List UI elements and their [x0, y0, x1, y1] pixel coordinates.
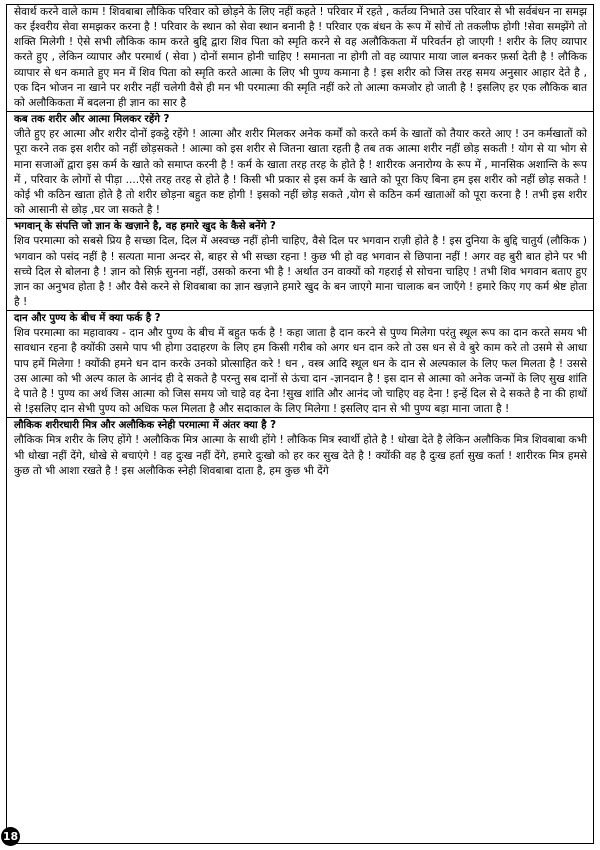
paragraph: शिव परमात्मा को सबसे प्रिय है सच्छा दिल, दिल में अस्वच्छ नहीं होनी चाहिए, वैसे दिल पर भगवान राज़ी होते है ! इस दुनिया के बुद्दि चातुर्य (लौकिक ) भगवान को पसंद नहीं है ! सत्यता माना अन्दर से, बाहर से भी सच्छा रहना ! कुछ भी हो वह भगवान से छिपाना नहीं ! अगर वह बुरी बात होने पर भी सच्चे दिल से बोलना है ! ज्ञान को सिर्फ़ सुनना नहीं, उसको करना भी है ! अर्थात उन वाक्यों को गहराई से सोचना चाहिए ! तभी शिव भगवान बताए हुए ज्ञान का अनुभव होता है ! और वैसे करने से शिवबाबा का ज्ञान खज़ाने हमारे खुद के बन जाएगे माना चालाक बन जाएँगे ! हमारे किए गए कर्म श्रेष्ट होता है ! [14, 235, 587, 308]
section-mitra [7, 417, 593, 479]
question-heading: भगवान् के संपत्ति जो ज्ञान के खज़ाने है, वह हमारे खुद के कैसे बनेंगे ? [14, 221, 276, 233]
paragraph: लौकिक मित्र शरीर के लिए होंगे ! अलौकिक मित्र आत्मा के साथी होंगे ! लौकिक मित्र स्वार्थी होते है ! धोखा देते है लेकिन अलौकिक मित्र शिवबाबा कभी भी धोखा नहीं देंगे, धोखे से बचाएंगे ! वह दुःख नहीं देंगे, हमारे दुःखो को हर कर सुख देते है ! क्योंकी वह है दुःख हर्ता सुख कर्ता ! शारीरक मित्र हमसे कुछ तो भी आशा रखते है ! इस अलौकिक स्नेही शिवबाबा दाता है, हम कुछ भी देंगे [14, 434, 587, 477]
paragraph: जीते हुए हर आत्मा और शरीर दोनों इकट्ठे रहेंगे ! आत्मा और शरीर मिलकर अनेक कर्मों को करते कर्म के खातों को तैयार करते आए ! उन कर्मखातों को पूरा करने तक इस शरीर को नहीं छोड़सकते ! आत्मा को इस शरीर से जितना खाता रहती है तब तक आत्मा शरीर नहीं छोड़ सकती ! योग से या भोग से माना सजाओं द्वारा इस कर्म के खाते को समाप्त करनी है ! कर्म के खाता तरह तरह के होते है ! शारीरक अनारोग्य के रूप में , मानसिक अशान्ति के रूप में , परिवार के लोगों से पीड़ा ....ऐसे तरह तरह से होते है ! किसी भी प्रकार से इस कर्म के खाते को पूरा किए बिना हम इस शरीर को नहीं छोड़ सकते ! कोई भी कठिन खाता होते है तो शरीर छोड़ना बहुत कष्ट होगी ! इसको नहीं छोड़ सकते ,योग से कठिन कर्म खाताओं को पूरा करना है ! तभी इस शरीर को आसानी से छोड़ ,घर जा सकते है ! [14, 128, 587, 217]
paragraph: सेवार्थ करने वाले काम ! शिवबाबा लौकिक परिवार को छोड़ने के लिए नहीं कहते ! परिवार में रहते , कर्तव्य निभाते उस परिवार से भी सर्वबंधन ना समझ कर ईश्वरीय सेवा समझकर करना है ! परिवार के स्थान को सेवा स्थान बनानी है ! परिवार एक बंधन के रूप में सोचें तो तकलीफ होगी !सेवा समझेंगे तो शक्ति मिलेगी ! ऐसे सभी लौकिक काम करते बुद्दि द्वारा शिव पिता को स्मृति करने से वह अलौकिकता में परिवर्तन हो जाएगी ! शरीर के लिए व्यापार करते हुए , लेकिन व्यापार और परमार्थ ( सेवा ) दोनों समान होनी चाहिए ! समानता ना होगी तो वह व्यापार माया जाल बनकर फ़र्सा देती है ! लौकिक व्यापार से धन कमाते हुए मन में शिव पिता को स्मृति करते आत्मा के लिए भी पुण्य कमाना है ! इस शरीर को जिस तरह समय अनुसार आहार देते है , एक दिन भोजन ना खाने पर शरीर नहीं चलेगी वैसे ही मन भी परमात्मा की स्मृति नहीं करे तो आत्मा कमजोर हो जाती है ! इसलिए हर एक लौकिक बात को अलौकिकता में बदलना ही ज्ञान का सार है [14, 6, 587, 109]
question-heading: लौकिक शरीरधारी मित्र और अलौकिक स्नेही परमात्मा में अंतर क्या है ? [14, 420, 277, 432]
section-karm [7, 5, 593, 111]
page-frame [6, 4, 594, 844]
section-sharir [7, 111, 593, 218]
section-daan [7, 310, 593, 417]
question-heading: दान और पुण्य के बीच में क्या फर्क है ? [14, 313, 161, 325]
page-number-badge: 18 [1, 827, 20, 846]
question-heading: कब तक शरीर और आत्मा मिलकर रहेंगे ? [14, 114, 170, 126]
section-sampatti [7, 218, 593, 310]
paragraph: शिव परमात्मा का महावाक्य - दान और पुण्य के बीच में बहुत फर्क है ! कहा जाता है दान करने से पुण्य मिलेगा परंतु स्थूल रूप का दान करते समय भी सावधान रहना है क्योंकी उसमे पाप भी होगा उदाहरण के लिए हम किसी गरीब को अगर धन दान करे तो उस धन से वे बुरे काम करे तो उसमे से आधा पाप हमें मिलेगा ! क्योंकी हमने धन दान करके उनको प्रोत्साहित करे ! धन , वस्त्र आदि स्थूल धन के दान से अल्पकाल के लिए फल मिलता है ! उससे उस आत्मा को भी अल्प काल के आनंद ही दे सकते है परन्तु सब दानों से ऊंचा दान -ज्ञानदान है ! इस दान से आत्मा को अनेक जन्मों के लिए सुख शांति दे पाते है ! पुण्य का अर्थ जिस आत्मा को जिस समय जो चाहे वह देना !सुख शांति और आनंद जो चाहिए वह देना ! इन्हें दिल से दे सकते है ना की हाथों से !इसलिए दान सेभी पुण्य को अधिक फल मिलता है और सदाकाल के लिए मिलेगा ! इसलिए दान से भी पुण्य बड़ा माना जाता है ! [14, 327, 587, 416]
